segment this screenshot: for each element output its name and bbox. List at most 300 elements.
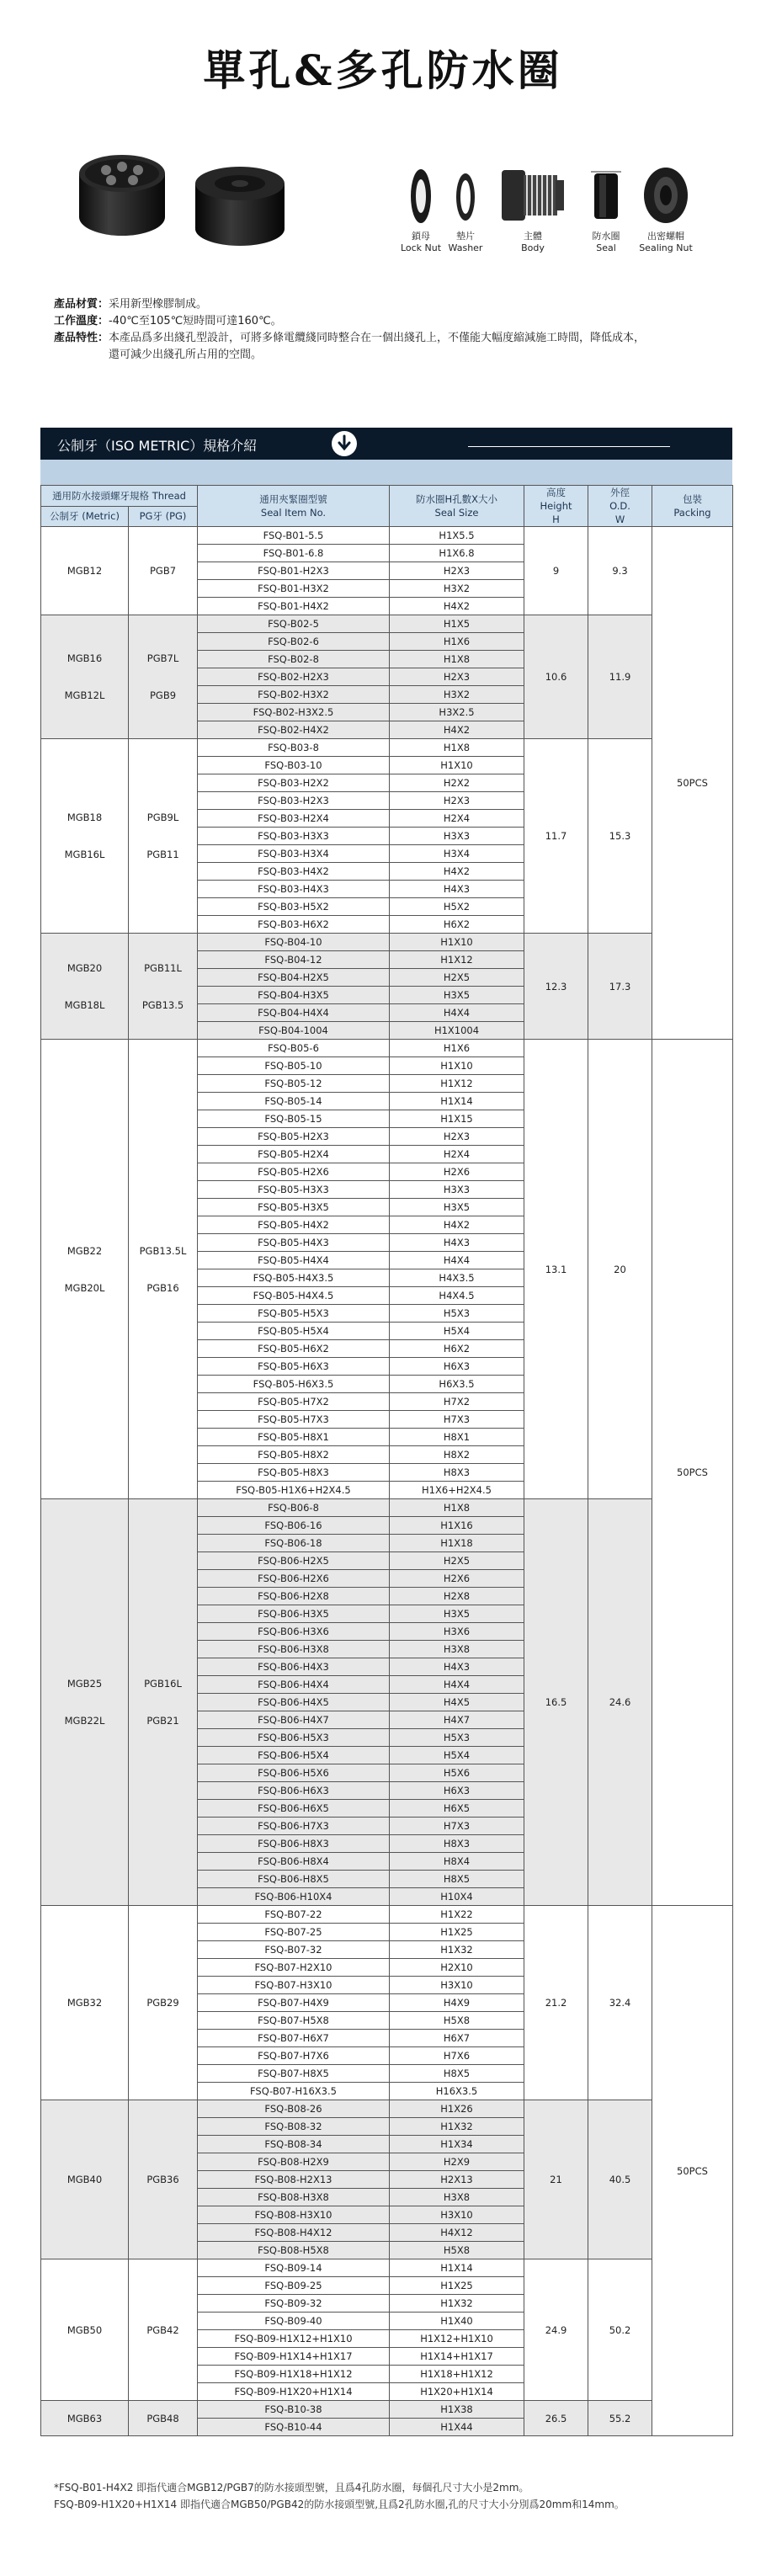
seal-size-cell: H2X6 [390, 1163, 524, 1181]
seal-size-cell: H7X6 [390, 2047, 524, 2065]
seal-size-cell: H4X3 [390, 1234, 524, 1252]
metric-value: MGB20 [66, 961, 103, 974]
seal-size-cell: H1X10 [390, 934, 524, 951]
item-no-cell: FSQ-B07-H7X6 [198, 2047, 390, 2065]
table-row [41, 615, 733, 633]
item-no-cell: FSQ-B09-H1X20+H1X14 [198, 2383, 390, 2401]
item-no-cell: FSQ-B04-H4X4 [198, 1004, 390, 1022]
item-no-cell: FSQ-B08-H3X10 [198, 2206, 390, 2224]
seal-size-cell: H4X4.5 [390, 1287, 524, 1305]
header-metric: 公制牙 (Metric) [41, 506, 129, 527]
pg-value: PGB7L [146, 652, 179, 664]
seal-size-cell: H2X3 [390, 792, 524, 810]
seal-icon [589, 170, 623, 222]
metric-value: MGB16 [66, 652, 103, 664]
item-no-cell: FSQ-B06-H4X4 [198, 1676, 390, 1694]
item-no-cell: FSQ-B05-H8X1 [198, 1429, 390, 1446]
seal-size-cell: H1X32 [390, 1941, 524, 1959]
item-no-cell: FSQ-B04-12 [198, 951, 390, 969]
seal-size-cell: H8X4 [390, 1853, 524, 1871]
od-cell: 50.2 [588, 2259, 652, 2401]
seal-size-cell: H5X3 [390, 1305, 524, 1323]
pg-cell [129, 1040, 198, 1499]
item-no-cell: FSQ-B07-22 [198, 1906, 390, 1924]
item-no-cell: FSQ-B06-H7X3 [198, 1818, 390, 1835]
item-no-cell: FSQ-B05-H6X3.5 [198, 1376, 390, 1393]
item-no-cell: FSQ-B01-H4X2 [198, 598, 390, 615]
metric-value: MGB22 [66, 1244, 103, 1257]
item-no-cell: FSQ-B08-32 [198, 2118, 390, 2136]
seal-size-cell: H4X4 [390, 1676, 524, 1694]
spec-feature-cont: 還可減少出綫孔所占用的空間。 [109, 349, 263, 361]
item-no-cell: FSQ-B04-1004 [198, 1022, 390, 1040]
pg-cell [129, 739, 198, 934]
pg-value: PGB16L [144, 1678, 182, 1690]
item-no-cell: FSQ-B05-12 [198, 1075, 390, 1093]
item-no-cell: FSQ-B03-H3X3 [198, 828, 390, 845]
seal-size-cell: H2X4 [390, 1146, 524, 1163]
seal-size-cell: H1X25 [390, 2277, 524, 2295]
seal-size-cell: H3X5 [390, 1199, 524, 1216]
part-label-seal: 防水圈 Seal [592, 231, 620, 253]
down-arrow-icon [332, 431, 357, 456]
seal-size-cell: H1X22 [390, 1906, 524, 1924]
seal-size-cell: H7X2 [390, 1393, 524, 1411]
item-no-cell: FSQ-B01-6.8 [198, 545, 390, 562]
multi-hole-seal-image [72, 145, 172, 246]
seal-size-cell: H1X12 [390, 951, 524, 969]
metric-value: MGB40 [66, 2174, 103, 2185]
item-no-cell: FSQ-B03-H4X3 [198, 881, 390, 898]
seal-size-cell: H1X5.5 [390, 527, 524, 545]
single-hole-seal-image [190, 165, 290, 253]
seal-size-cell: H1X32 [390, 2295, 524, 2313]
seal-size-cell: H3X3 [390, 1181, 524, 1199]
pg-cell [129, 2401, 198, 2436]
washer-icon [453, 172, 478, 222]
item-no-cell: FSQ-B03-H3X4 [198, 845, 390, 863]
part-label-washer: 墊片 Washer [448, 231, 483, 253]
seal-size-cell: H2X4 [390, 810, 524, 828]
seal-size-cell: H1X25 [390, 1924, 524, 1941]
seal-size-cell: H4X5 [390, 1694, 524, 1711]
table-row [41, 2259, 733, 2277]
item-no-cell: FSQ-B06-H8X3 [198, 1835, 390, 1853]
seal-size-cell: H3X5 [390, 1605, 524, 1623]
seal-size-cell: H3X2 [390, 580, 524, 598]
item-no-cell: FSQ-B03-H2X3 [198, 792, 390, 810]
seal-size-cell: H3X10 [390, 1977, 524, 1994]
seal-size-cell: H6X3 [390, 1782, 524, 1800]
height-cell: 21.2 [524, 1906, 588, 2100]
pg-value: PGB42 [146, 2323, 179, 2336]
product-specs [54, 296, 645, 364]
item-no-cell: FSQ-B08-34 [198, 2136, 390, 2153]
section-title: 公制牙（ISO METRIC）規格介紹 [57, 438, 258, 454]
od-cell: 17.3 [588, 934, 652, 1040]
seal-size-cell: H2X9 [390, 2153, 524, 2171]
pg-value: PGB16 [146, 1281, 179, 1294]
item-no-cell: FSQ-B03-H2X4 [198, 810, 390, 828]
seal-size-cell: H4X4 [390, 1252, 524, 1269]
seal-size-cell: H3X6 [390, 1623, 524, 1641]
part-label-body: 主體 Body [521, 231, 545, 253]
seal-size-cell: H4X4 [390, 1004, 524, 1022]
page-title: 單孔&多孔防水圈 [203, 45, 563, 95]
seal-size-cell: H2X8 [390, 1588, 524, 1605]
item-no-cell: FSQ-B06-H8X4 [198, 1853, 390, 1871]
pg-value: PGB21 [146, 1715, 179, 1727]
metric-cell [41, 2100, 129, 2259]
metric-value: MGB18 [66, 812, 103, 823]
item-no-cell: FSQ-B01-5.5 [198, 527, 390, 545]
item-no-cell: FSQ-B09-H1X18+H1X12 [198, 2366, 390, 2383]
metric-value: MGB12L [64, 689, 105, 701]
item-no-cell: FSQ-B06-H6X5 [198, 1800, 390, 1818]
pg-value: PGB9 [149, 689, 177, 701]
item-no-cell: FSQ-B05-H4X2 [198, 1216, 390, 1234]
seal-size-cell: H2X6 [390, 1570, 524, 1588]
item-no-cell: FSQ-B06-H10X4 [198, 1888, 390, 1906]
table-row [41, 2100, 733, 2118]
item-no-cell: FSQ-B05-H2X3 [198, 1128, 390, 1146]
item-no-cell: FSQ-B02-H4X2 [198, 721, 390, 739]
od-cell: 11.9 [588, 615, 652, 739]
metric-value: MGB22L [64, 1715, 105, 1727]
seal-size-cell: H7X3 [390, 1818, 524, 1835]
seal-size-cell: H2X5 [390, 1552, 524, 1570]
seal-size-cell: H16X3.5 [390, 2083, 524, 2100]
height-cell: 26.5 [524, 2401, 588, 2436]
item-no-cell: FSQ-B05-H8X2 [198, 1446, 390, 1464]
od-cell: 40.5 [588, 2100, 652, 2259]
item-no-cell: FSQ-B06-16 [198, 1517, 390, 1535]
footnote-line-2: FSQ-B09-H1X20+H1X14 即指代適合MGB50/PGB42的防水接頭型號,且爲2孔防水圈,孔的尺寸大小分別爲20mm和14mm。 [54, 2499, 625, 2510]
seal-size-cell: H5X2 [390, 898, 524, 916]
seal-size-cell: H1X12+H1X10 [390, 2330, 524, 2348]
seal-size-cell: H4X9 [390, 1994, 524, 2012]
height-cell: 10.6 [524, 615, 588, 739]
header-od: 外徑 O.D. W [588, 486, 652, 527]
item-no-cell: FSQ-B03-8 [198, 739, 390, 757]
item-no-cell: FSQ-B05-H2X6 [198, 1163, 390, 1181]
seal-size-cell: H5X6 [390, 1764, 524, 1782]
header-thread: 通用防水接頭螺牙規格 Thread [41, 486, 198, 507]
item-no-cell: FSQ-B03-H5X2 [198, 898, 390, 916]
seal-size-cell: H4X2 [390, 598, 524, 615]
seal-size-cell: H1X14+H1X17 [390, 2348, 524, 2366]
seal-size-cell: H4X3.5 [390, 1269, 524, 1287]
metric-cell [41, 934, 129, 1040]
seal-size-cell: H5X8 [390, 2242, 524, 2259]
seal-size-cell: H1X6 [390, 1040, 524, 1057]
pg-value: PGB7 [149, 565, 177, 577]
part-label-lock-nut: 鎖母 Lock Nut [400, 231, 442, 253]
item-no-cell: FSQ-B05-H4X4.5 [198, 1287, 390, 1305]
seal-size-cell: H6X5 [390, 1800, 524, 1818]
metric-value: MGB20L [64, 1281, 105, 1294]
item-no-cell: FSQ-B09-14 [198, 2259, 390, 2277]
seal-size-cell: H6X3 [390, 1358, 524, 1376]
od-cell: 55.2 [588, 2401, 652, 2436]
seal-size-cell: H2X10 [390, 1959, 524, 1977]
item-no-cell: FSQ-B05-10 [198, 1057, 390, 1075]
seal-size-cell: H8X2 [390, 1446, 524, 1464]
seal-size-cell: H2X3 [390, 1128, 524, 1146]
metric-cell [41, 2401, 129, 2436]
table-row [41, 739, 733, 757]
item-no-cell: FSQ-B02-H2X3 [198, 668, 390, 686]
pg-value: PGB11L [144, 961, 182, 974]
seal-size-cell: H1X6 [390, 633, 524, 651]
footnote-line-1: *FSQ-B01-H4X2 即指代適合MGB12/PGB7的防水接頭型號，且爲4孔防水圈，每個孔尺寸大小是2mm。 [54, 2482, 529, 2494]
seal-size-cell: H3X2 [390, 686, 524, 704]
seal-size-cell: H4X3 [390, 1658, 524, 1676]
part-label-sealing-nut: 出密螺帽 Sealing Nut [639, 231, 693, 253]
od-cell: 20 [588, 1040, 652, 1499]
seal-size-cell: H6X2 [390, 1340, 524, 1358]
item-no-cell: FSQ-B09-32 [198, 2295, 390, 2313]
item-no-cell: FSQ-B01-H3X2 [198, 580, 390, 598]
item-no-cell: FSQ-B04-10 [198, 934, 390, 951]
item-no-cell: FSQ-B09-H1X12+H1X10 [198, 2330, 390, 2348]
item-no-cell: FSQ-B05-H2X4 [198, 1146, 390, 1163]
od-cell: 32.4 [588, 1906, 652, 2100]
item-no-cell: FSQ-B06-H2X5 [198, 1552, 390, 1570]
pg-cell [129, 2259, 198, 2401]
height-cell: 11.7 [524, 739, 588, 934]
metric-value: MGB50 [66, 2323, 103, 2336]
item-no-cell: FSQ-B02-5 [198, 615, 390, 633]
seal-size-cell: H1X20+H1X14 [390, 2383, 524, 2401]
table-row [41, 1040, 733, 1057]
item-no-cell: FSQ-B08-H3X8 [198, 2189, 390, 2206]
item-no-cell: FSQ-B09-40 [198, 2313, 390, 2330]
item-no-cell: FSQ-B05-H3X3 [198, 1181, 390, 1199]
spec-table [40, 485, 733, 2436]
item-no-cell: FSQ-B09-H1X14+H1X17 [198, 2348, 390, 2366]
item-no-cell: FSQ-B05-H4X3 [198, 1234, 390, 1252]
pg-cell [129, 1499, 198, 1906]
seal-size-cell: H4X2 [390, 863, 524, 881]
item-no-cell: FSQ-B05-H1X6+H2X4.5 [198, 1482, 390, 1499]
seal-size-cell: H1X16 [390, 1517, 524, 1535]
item-no-cell: FSQ-B03-H4X2 [198, 863, 390, 881]
seal-size-cell: H5X3 [390, 1729, 524, 1747]
pg-value: PGB36 [146, 2174, 179, 2185]
seal-size-cell: H1X40 [390, 2313, 524, 2330]
item-no-cell: FSQ-B05-H5X4 [198, 1323, 390, 1340]
lock-nut-icon [404, 167, 438, 226]
seal-size-cell: H10X4 [390, 1888, 524, 1906]
seal-size-cell: H1X6+H2X4.5 [390, 1482, 524, 1499]
height-cell: 21 [524, 2100, 588, 2259]
pg-value: PGB9L [146, 812, 179, 823]
seal-size-cell: H1X8 [390, 651, 524, 668]
item-no-cell: FSQ-B08-H5X8 [198, 2242, 390, 2259]
item-no-cell: FSQ-B09-25 [198, 2277, 390, 2295]
od-cell: 15.3 [588, 739, 652, 934]
height-cell: 24.9 [524, 2259, 588, 2401]
item-no-cell: FSQ-B02-H3X2.5 [198, 704, 390, 721]
seal-size-cell: H8X5 [390, 1871, 524, 1888]
seal-size-cell: H1X15 [390, 1110, 524, 1128]
spec-feature: 產品特性：本產品爲多出綫孔型設計，可將多條電纜綫同時整合在一個出綫孔上，不僅能大幅度縮減施工時間，降低成本， [54, 332, 646, 344]
seal-size-cell: H1X18+H1X12 [390, 2366, 524, 2383]
section-sub-bar [40, 460, 732, 485]
item-no-cell: FSQ-B06-H8X5 [198, 1871, 390, 1888]
seal-size-cell: H1X14 [390, 2259, 524, 2277]
seal-size-cell: H8X3 [390, 1835, 524, 1853]
item-no-cell: FSQ-B03-H2X2 [198, 774, 390, 792]
item-no-cell: FSQ-B07-H2X10 [198, 1959, 390, 1977]
seal-size-cell: H1X8 [390, 1499, 524, 1517]
seal-size-cell: H4X2 [390, 721, 524, 739]
item-no-cell: FSQ-B10-44 [198, 2419, 390, 2436]
metric-value: MGB18L [64, 998, 105, 1011]
seal-size-cell: H2X5 [390, 969, 524, 987]
metric-cell [41, 1906, 129, 2100]
item-no-cell: FSQ-B05-H6X2 [198, 1340, 390, 1358]
item-no-cell: FSQ-B05-H6X3 [198, 1358, 390, 1376]
item-no-cell: FSQ-B06-H3X5 [198, 1605, 390, 1623]
item-no-cell: FSQ-B05-H4X3.5 [198, 1269, 390, 1287]
section-header-bar [40, 428, 732, 460]
header-height: 高度 Height H [524, 486, 588, 527]
item-no-cell: FSQ-B07-H16X3.5 [198, 2083, 390, 2100]
metric-cell [41, 2259, 129, 2401]
item-no-cell: FSQ-B08-H2X13 [198, 2171, 390, 2189]
seal-size-cell: H1X38 [390, 2401, 524, 2419]
seal-size-cell: H4X12 [390, 2224, 524, 2242]
seal-size-cell: H3X5 [390, 987, 524, 1004]
item-no-cell: FSQ-B07-25 [198, 1924, 390, 1941]
item-no-cell: FSQ-B07-H5X8 [198, 2012, 390, 2030]
pg-value: PGB13.5L [139, 1244, 187, 1257]
metric-value: MGB63 [66, 2412, 103, 2424]
item-no-cell: FSQ-B05-H8X3 [198, 1464, 390, 1482]
seal-size-cell: H3X8 [390, 1641, 524, 1658]
item-no-cell: FSQ-B08-26 [198, 2100, 390, 2118]
spec-temperature: 工作溫度：-40℃至105℃短時間可達160℃。 [54, 315, 282, 327]
item-no-cell: FSQ-B06-H5X6 [198, 1764, 390, 1782]
pg-cell [129, 934, 198, 1040]
pg-value: PGB48 [146, 2412, 179, 2424]
item-no-cell: FSQ-B02-6 [198, 633, 390, 651]
table-row [41, 934, 733, 951]
od-cell: 9.3 [588, 527, 652, 615]
item-no-cell: FSQ-B05-H3X5 [198, 1199, 390, 1216]
spec-material: 產品材質：采用新型橡膠制成。 [54, 298, 208, 311]
seal-size-cell: H1X10 [390, 1057, 524, 1075]
metric-value: MGB12 [66, 565, 103, 577]
header-packing: 包裝 Packing [652, 486, 733, 527]
seal-size-cell: H8X3 [390, 1464, 524, 1482]
seal-size-cell: H1X8 [390, 739, 524, 757]
item-no-cell: FSQ-B03-10 [198, 757, 390, 774]
seal-size-cell: H5X4 [390, 1323, 524, 1340]
header-rule [468, 446, 670, 447]
seal-size-cell: H1X1004 [390, 1022, 524, 1040]
item-no-cell: FSQ-B02-H3X2 [198, 686, 390, 704]
seal-size-cell: H2X2 [390, 774, 524, 792]
seal-size-cell: H1X34 [390, 2136, 524, 2153]
item-no-cell: FSQ-B05-H7X2 [198, 1393, 390, 1411]
item-no-cell: FSQ-B07-32 [198, 1941, 390, 1959]
header-item: 通用夾緊圈型號 Seal Item No. [198, 486, 390, 527]
od-cell: 24.6 [588, 1499, 652, 1906]
metric-value: MGB32 [66, 1997, 103, 2009]
metric-cell [41, 615, 129, 739]
item-no-cell: FSQ-B08-H4X12 [198, 2224, 390, 2242]
item-no-cell: FSQ-B07-H6X7 [198, 2030, 390, 2047]
seal-size-cell: H3X8 [390, 2189, 524, 2206]
metric-cell [41, 1499, 129, 1906]
item-no-cell: FSQ-B05-14 [198, 1093, 390, 1110]
seal-size-cell: H6X3.5 [390, 1376, 524, 1393]
pg-cell [129, 615, 198, 739]
seal-size-cell: H1X12 [390, 1075, 524, 1093]
seal-size-cell: H6X7 [390, 2030, 524, 2047]
seal-size-cell: H5X8 [390, 2012, 524, 2030]
item-no-cell: FSQ-B07-H3X10 [198, 1977, 390, 1994]
seal-size-cell: H7X3 [390, 1411, 524, 1429]
height-cell: 12.3 [524, 934, 588, 1040]
item-no-cell: FSQ-B05-15 [198, 1110, 390, 1128]
pg-value: PGB11 [146, 849, 179, 860]
pg-cell [129, 1906, 198, 2100]
pg-value: PGB29 [146, 1997, 179, 2009]
metric-cell [41, 739, 129, 934]
packing-cell: 50PCS [652, 1040, 733, 1906]
seal-size-cell: H1X18 [390, 1535, 524, 1552]
pg-value: PGB13.5 [141, 998, 184, 1011]
metric-cell [41, 527, 129, 615]
table-row [41, 527, 733, 545]
item-no-cell: FSQ-B04-H3X5 [198, 987, 390, 1004]
seal-size-cell: H1X10 [390, 757, 524, 774]
footnote [54, 2479, 625, 2513]
item-no-cell: FSQ-B04-H2X5 [198, 969, 390, 987]
seal-size-cell: H6X2 [390, 916, 524, 934]
item-no-cell: FSQ-B05-H7X3 [198, 1411, 390, 1429]
pg-cell [129, 2100, 198, 2259]
item-no-cell: FSQ-B01-H2X3 [198, 562, 390, 580]
seal-size-cell: H2X3 [390, 562, 524, 580]
seal-size-cell: H1X14 [390, 1093, 524, 1110]
body-icon [498, 163, 567, 227]
seal-size-cell: H3X4 [390, 845, 524, 863]
item-no-cell: FSQ-B05-H5X3 [198, 1305, 390, 1323]
item-no-cell: FSQ-B05-6 [198, 1040, 390, 1057]
height-cell: 9 [524, 527, 588, 615]
table-row [41, 1906, 733, 1924]
item-no-cell: FSQ-B10-38 [198, 2401, 390, 2419]
seal-size-cell: H4X7 [390, 1711, 524, 1729]
seal-size-cell: H8X5 [390, 2065, 524, 2083]
header-pg: PG牙 (PG) [129, 506, 198, 527]
item-no-cell: FSQ-B06-H4X5 [198, 1694, 390, 1711]
seal-size-cell: H1X32 [390, 2118, 524, 2136]
seal-size-cell: H2X3 [390, 668, 524, 686]
item-no-cell: FSQ-B08-H2X9 [198, 2153, 390, 2171]
header-seal-size: 防水圈H孔數X大小 Seal Size [390, 486, 524, 527]
packing-cell: 50PCS [652, 527, 733, 1040]
item-no-cell: FSQ-B02-8 [198, 651, 390, 668]
seal-size-cell: H8X1 [390, 1429, 524, 1446]
pg-cell [129, 527, 198, 615]
seal-size-cell: H1X6.8 [390, 545, 524, 562]
